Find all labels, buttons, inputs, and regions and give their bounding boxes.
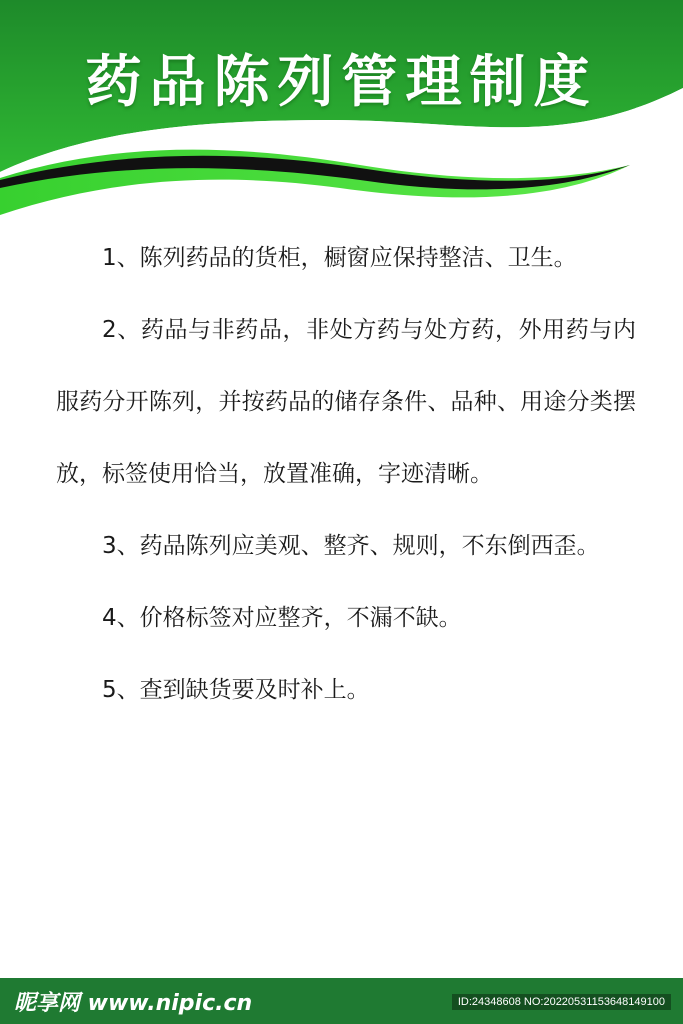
regulation-item-4: 4、价格标签对应整齐，不漏不缺。 xyxy=(102,605,462,631)
regulation-item-2: 2、药品与非药品，非处方药与处方药，外用药与内服药分开陈列，并按药品的储存条件、品种、用途分类摆放，标签使用恰当，放置准确，字迹清晰。 xyxy=(56,317,636,487)
page-title: 药品陈列管理制度 xyxy=(85,50,598,115)
regulation-item-3: 3、药品陈列应美观、整齐、规则，不东倒西歪。 xyxy=(102,533,600,559)
regulation-item-5: 5、查到缺货要及时补上。 xyxy=(102,677,370,703)
header-banner xyxy=(0,0,683,230)
footer-bar xyxy=(0,978,683,1024)
regulation-list xyxy=(56,222,636,726)
regulation-item-1: 1、陈列药品的货柜，橱窗应保持整洁、卫生。 xyxy=(102,245,577,271)
watermark-id: ID:24348608 NO:20220531153648149100 xyxy=(452,994,671,1010)
watermark-logo: 昵享网 www.nipic.cn xyxy=(14,991,253,1016)
